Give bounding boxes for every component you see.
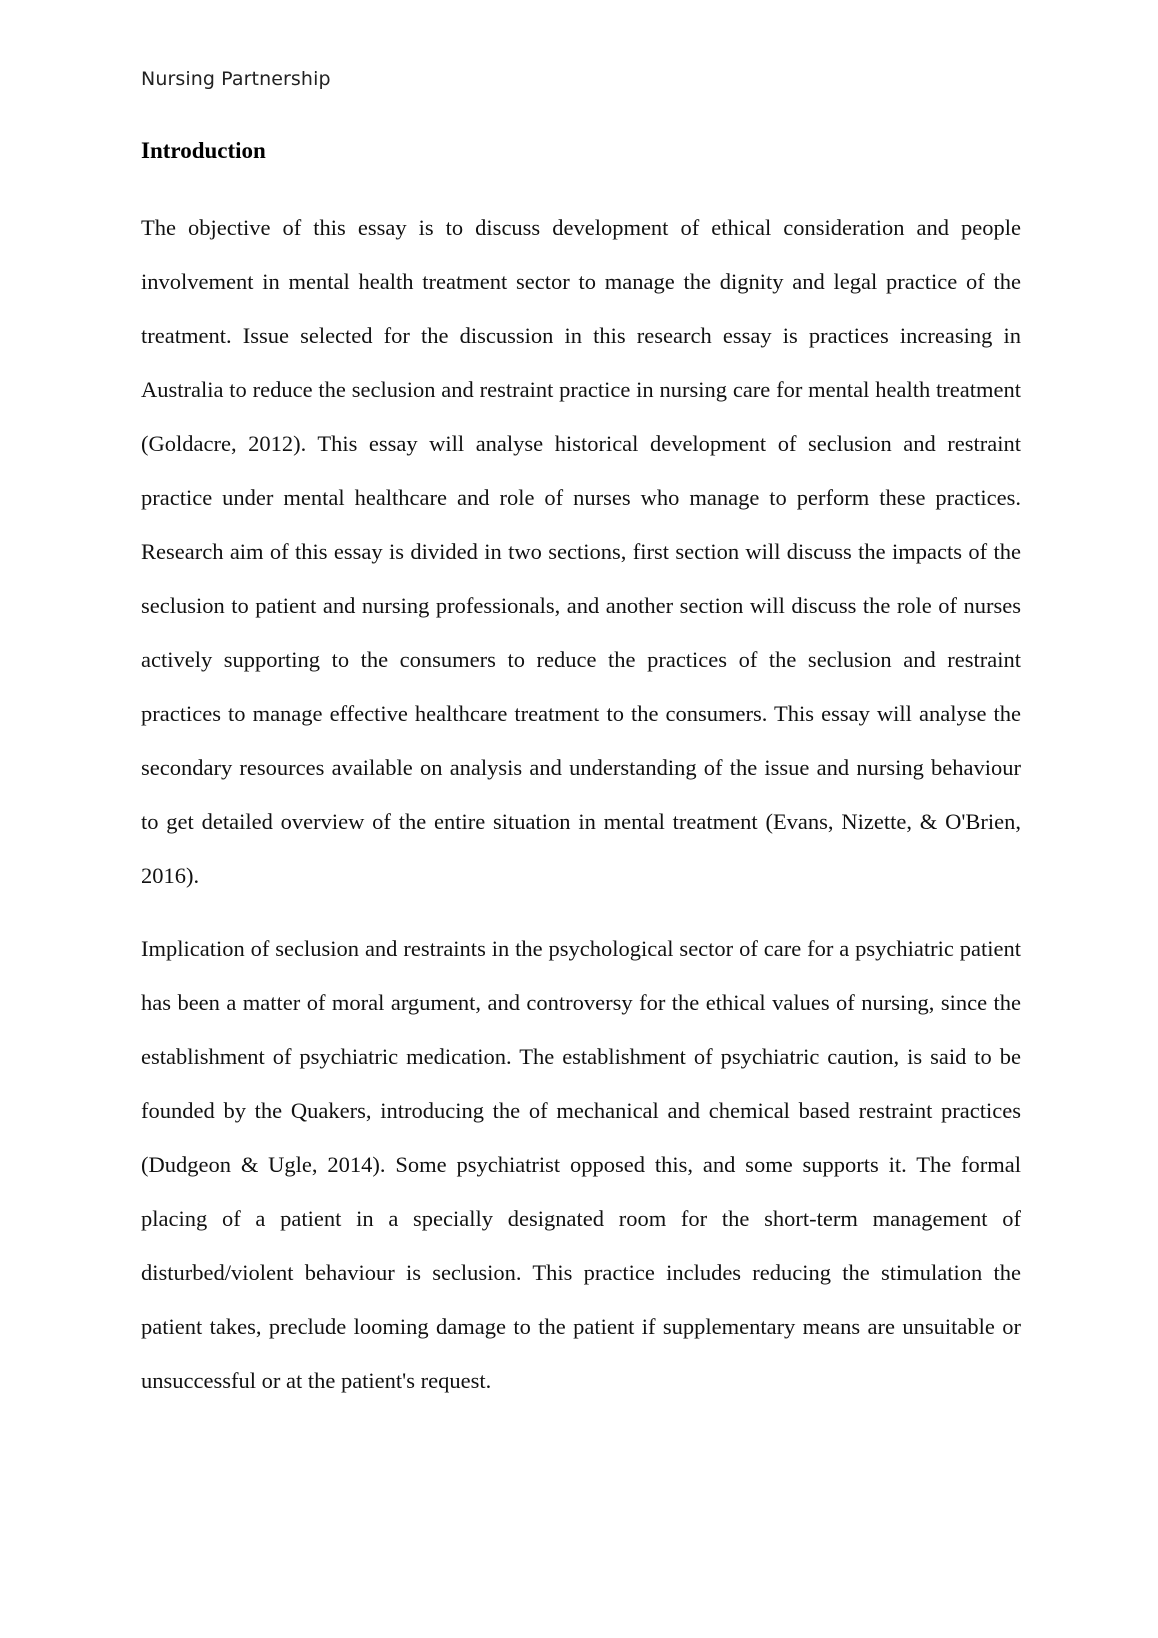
section-heading: Introduction — [141, 138, 266, 163]
body-paragraph: Implication of seclusion and restraints in the psychological sector of care for a psychiatric patient has been a matter of moral argument, and controversy for the ethical values of nursing, since the establishment of psychiatric medication. The establishment of psychiatric caution, is said to be founded by the Quakers, introducing the of mechanical and chemical based restraint practices (Dudgeon & Ugle, 2014). Some psychiatrist opposed this, and some supports it. The formal placing of a patient in a specially designated room for the short-term management of disturbed/violent behaviour is seclusion. This practice includes reducing the stimulation the patient takes, preclude looming damage to the patient if supplementary means are unsuitable or unsuccessful or at the patient's request. — [141, 936, 1021, 1393]
running-header: Nursing Partnership — [141, 68, 331, 90]
body-paragraph: The objective of this essay is to discuss development of ethical consideration and people involvement in mental health treatment sector to manage the dignity and legal practice of the treatment. Issue selected for the discussion in this research essay is practices increasing in Australia to reduce the seclusion and restraint practice in nursing care for mental health treatment (Goldacre, 2012). This essay will analyse historical development of seclusion and restraint practice under mental healthcare and role of nurses who manage to perform these practices. Research aim of this essay is divided in two sections, first section will discuss the impacts of the seclusion to patient and nursing professionals, and another section will discuss the role of nurses actively supporting to the consumers to reduce the practices of the seclusion and restraint practices to manage effective healthcare treatment to the consumers. This essay will analyse the secondary resources available on analysis and understanding of the issue and nursing behaviour to get detailed overview of the entire situation in mental treatment (Evans, Nizette, & O'Brien, 2016). — [141, 215, 1021, 888]
